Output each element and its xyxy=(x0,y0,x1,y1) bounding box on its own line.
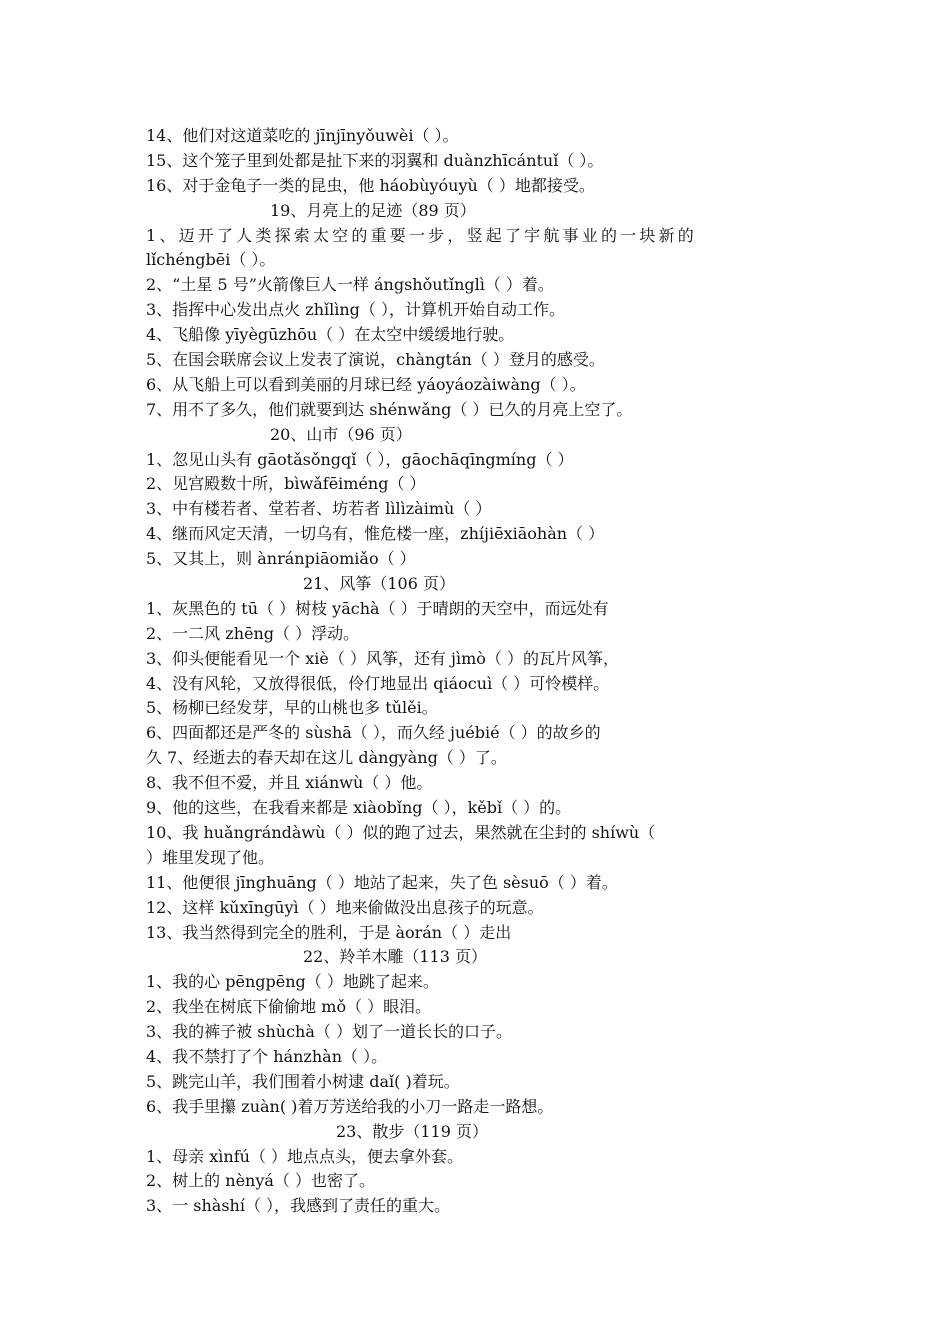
exercise-line: 7、用不了多久，他们就要到达 shénwǎng（ ）已久的月亮上空了。 xyxy=(146,399,633,419)
exercise-line: 1、我的心 pēngpēng（ ）地跳了起来。 xyxy=(146,972,439,992)
worksheet-page xyxy=(146,124,811,1219)
exercise-line: 5、杨柳已经发芽，早的山桃也多 tǔlěi。 xyxy=(146,698,438,718)
exercise-line: ）堆里发现了他。 xyxy=(146,847,275,867)
exercise-line: lǐchéngbēi（ ）。 xyxy=(146,250,276,270)
exercise-line: 2、一二风 zhēng（ ）浮动。 xyxy=(146,623,360,643)
exercise-line: 4、继而风定天清，一切乌有，惟危楼一座，zhíjiēxiāohàn（ ） xyxy=(146,524,605,544)
exercise-line: 6、从飞船上可以看到美丽的月球已经 yáoyáozàiwàng（ ）。 xyxy=(146,374,586,394)
exercise-line: 4、飞船像 yīyègūzhōu（ ）在太空中缓缓地行驶。 xyxy=(146,325,515,345)
exercise-line: 5、跳完山羊，我们围着小树逮 daǐ( )着玩。 xyxy=(146,1071,460,1091)
exercise-line: 3、仰头便能看见一个 xiè（ ）风筝，还有 jìmò（ ）的瓦片风筝， xyxy=(146,648,620,668)
exercise-line: 4、没有风轮，又放得很低，伶仃地显出 qiáocuì（ ）可怜模样。 xyxy=(146,673,610,693)
exercise-line: 5、在国会联席会议上发表了演说，chàngtán（ ）登月的感受。 xyxy=(146,350,605,370)
section-heading: 22、羚羊木雕（113 页） xyxy=(303,947,487,967)
exercise-line: 2、“土星 5 号”火箭像巨人一样 ángshǒutǐnglì（ ）着。 xyxy=(146,275,554,295)
exercise-line: 11、他便很 jīnghuāng（ ）地站了起来，失了色 sèsuō（ ）着。 xyxy=(146,872,618,892)
exercise-line: 9、他的这些，在我看来都是 xiàobǐng（ ），kěbǐ（ ）的。 xyxy=(146,798,572,818)
exercise-line: 2、见宫殿数十所，bìwǎfēiméng（ ） xyxy=(146,474,426,494)
exercise-line: 1、忽见山头有 gāotǎsǒngqǐ（ ），gāochāqīngmíng（ ） xyxy=(146,449,574,469)
exercise-line: 2、树上的 nènyá（ ）也密了。 xyxy=(146,1171,376,1191)
exercise-line: 13、我当然得到完全的胜利，于是 àorán（ ）走出 xyxy=(146,922,512,942)
exercise-line: 6、我手里攥 zuàn( )着万芳送给我的小刀一路走一路想。 xyxy=(146,1096,554,1116)
section-heading: 21、风筝（106 页） xyxy=(303,574,455,594)
exercise-line: 1、迈开了人类探索太空的重要一步，竖起了宇航事业的一块新的 xyxy=(146,225,697,245)
exercise-line: 3、一 shàshí（ ），我感到了责任的重大。 xyxy=(146,1196,451,1216)
exercise-line: 1、灰黑色的 tū（ ）树枝 yāchà（ ）于晴朗的天空中，而远处有 xyxy=(146,598,609,618)
exercise-line: 2、我坐在树底下偷偷地 mǒ（ ）眼泪。 xyxy=(146,997,432,1017)
exercise-line: 1、母亲 xìnfú（ ）地点点头，便去拿外套。 xyxy=(146,1146,464,1166)
section-heading: 20、山市（96 页） xyxy=(270,424,412,444)
exercise-line: 3、指挥中心发出点火 zhǐlìng（ ），计算机开始自动工作。 xyxy=(146,300,565,320)
exercise-line: 15、这个笼子里到处都是扯下来的羽翼和 duànzhīcántuǐ（ ）。 xyxy=(146,150,604,170)
section-heading: 23、散步（119 页） xyxy=(336,1121,488,1141)
exercise-line: 10、我 huǎngrándàwù（ ）似的跑了过去，果然就在尘封的 shíwù（ xyxy=(146,822,656,842)
exercise-line: 3、我的裤子被 shùchà（ ）划了一道长长的口子。 xyxy=(146,1022,512,1042)
exercise-line: 16、对于金龟子一类的昆虫，他 háobùyóuyù（ ）地都接受。 xyxy=(146,175,595,195)
exercise-line: 12、这样 kǔxīngūyì（ ）地来偷做没出息孩子的玩意。 xyxy=(146,897,544,917)
exercise-line: 4、我不禁打了个 hánzhàn（ ）。 xyxy=(146,1046,388,1066)
exercise-line: 8、我不但不爱，并且 xiánwù（ ）他。 xyxy=(146,773,433,793)
exercise-line: 14、他们对这道菜吃的 jīnjīnyǒuwèi（ ）。 xyxy=(146,126,459,145)
exercise-line: 6、四面都还是严冬的 sùshā（ ），而久经 juébié（ ）的故乡的 xyxy=(146,723,601,743)
section-heading: 19、月亮上的足迹（89 页） xyxy=(270,200,476,220)
exercise-line: 5、又其上，则 ànránpiāomiǎo（ ） xyxy=(146,549,416,569)
exercise-line: 3、中有楼若者、堂若者、坊若者 lìlìzàimù（ ） xyxy=(146,499,492,519)
exercise-line: 久 7、经逝去的春天却在这儿 dàngyàng（ ）了。 xyxy=(146,748,507,768)
